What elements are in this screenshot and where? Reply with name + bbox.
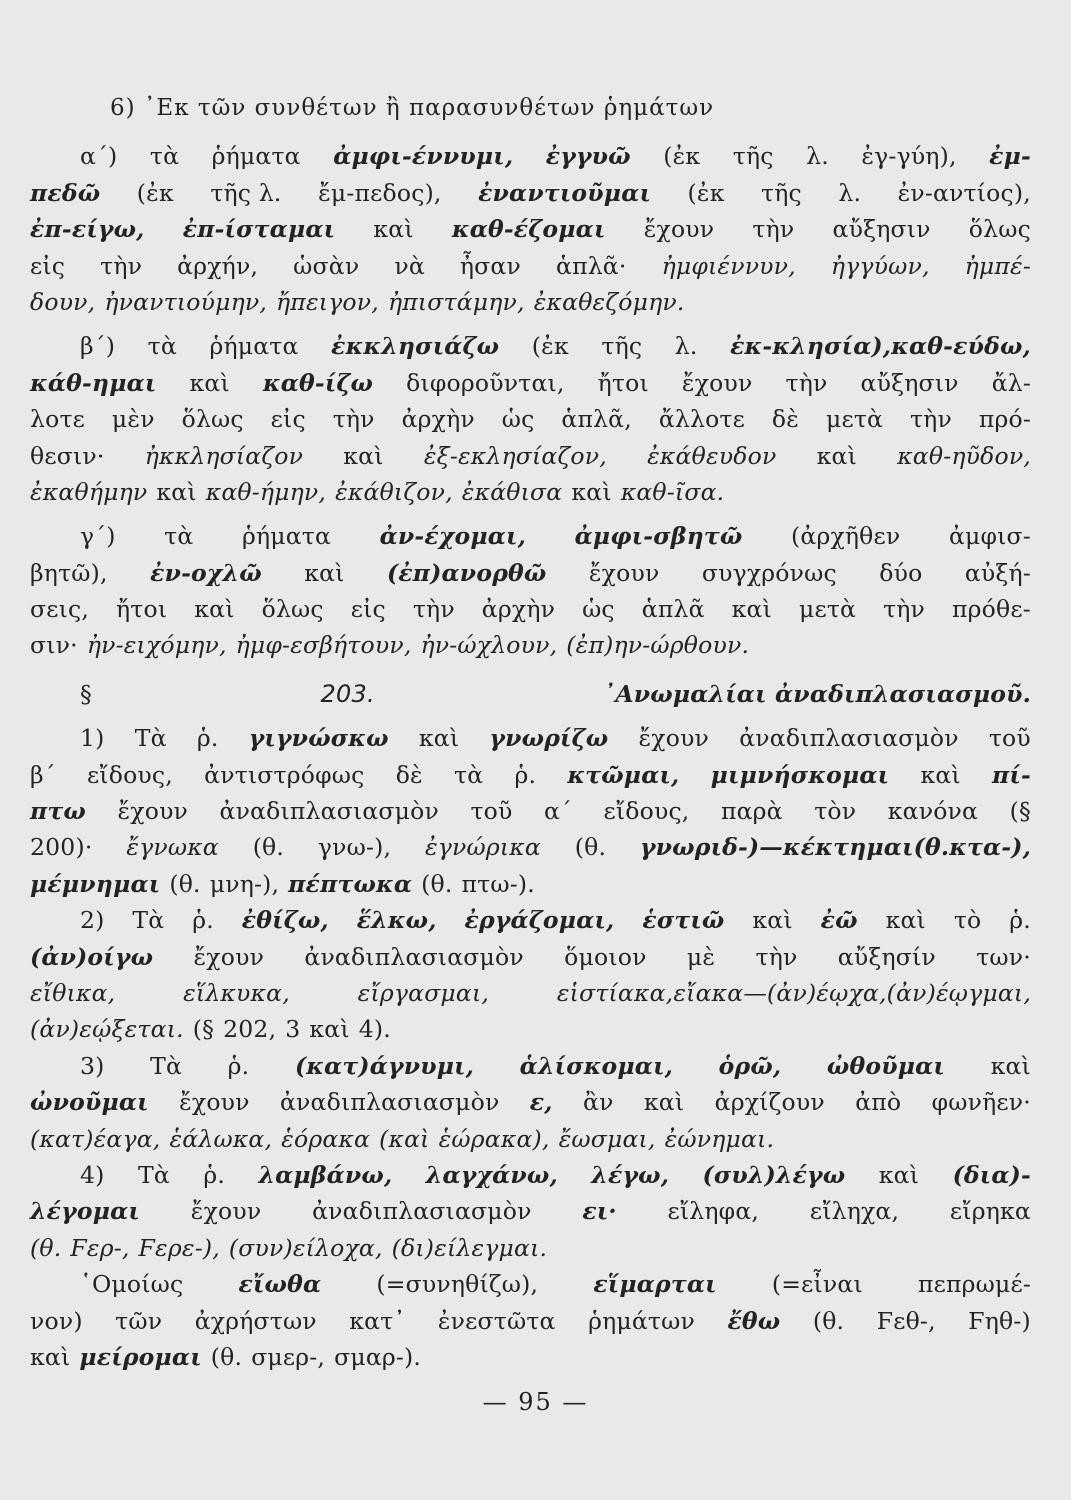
word: Ϝερ-, [70,1233,130,1262]
text-line [30,1193,1031,1229]
word: τὰ [147,332,177,361]
word: 4) [80,1160,105,1189]
word: δὲ [771,405,800,434]
word: ῥ. [196,724,219,753]
word: τὸ [953,906,982,935]
word: γνωρίζω [489,724,609,753]
word: λ. [838,178,862,207]
word: μιμνήσκομαι [710,760,890,789]
word: ὡσὰν [293,251,360,280]
text-line [30,793,1031,829]
word: (συλ)λέγω [702,1160,846,1189]
word: τὴν [883,595,926,624]
word: 3 [285,1015,301,1044]
word: ἠκκλησίαζον [144,441,304,470]
text-line [30,902,1031,938]
word: Ϝηθ-) [968,1306,1031,1335]
word: καὶ [878,1160,920,1189]
word: εἴρηκα [949,1197,1031,1226]
word: ἐκάθιζον, [335,477,453,506]
word: ἀχρήστων [194,1306,317,1335]
word: τὰ [454,760,484,789]
text-line [30,138,1031,174]
word: βητῶ), [30,558,108,587]
word: αὔξησιν [860,368,959,397]
word: (ἐπ)ανορθῶ [387,558,547,587]
word: ἁλίσκομαι, [519,1051,674,1080]
word: μετὰ [825,405,884,434]
word: ῥήματα [211,142,301,171]
word: ἁπλᾶ· [556,251,627,280]
word: εἴδους, [603,797,690,826]
word: ῥ. [192,906,214,935]
word: ἀν-έχομαι, [379,522,527,551]
word: μείρομαι [79,1342,202,1371]
word: καὶ [30,1342,71,1371]
word: τῆς [761,178,802,207]
word: 200)· [30,833,93,862]
word: τὴν [100,251,143,280]
word: (δια)- [952,1160,1031,1189]
text-line [30,829,1031,865]
word: (θ. [421,869,453,898]
section-title: ᾽Ανωμαλίαι ἀναδιπλασιασμοῦ. [603,679,1031,708]
word: α΄ [543,797,572,826]
word: Τὰ [132,906,165,935]
word: ὠθοῦμαι [826,1051,945,1080]
word: ἐῶ [820,906,858,935]
word: ἐθίζω, [241,906,329,935]
word: ἐργάζομαι, [464,906,615,935]
word: (καὶ [379,1124,430,1153]
word: ῥ. [203,1160,226,1189]
text-line [30,591,1031,627]
word: πτω [30,797,86,826]
word: γιγνώσκω [248,724,389,753]
word: εἵλκυκα, [183,978,290,1007]
word: εἴωθα [238,1270,322,1299]
word: τὴν [332,405,375,434]
word: ἐώνημαι. [664,1124,775,1153]
word: καθ-ῖσα. [620,477,725,506]
word: ἐνεστῶτα [437,1306,556,1335]
word: ἑώρακα), [438,1124,550,1153]
text-line [30,518,1031,554]
word: νὰ [394,251,425,280]
word: καὶ [418,724,460,753]
word: ἤτοι [116,595,168,624]
word: ἁπλᾶ, [561,405,632,434]
word: 202, [223,1015,277,1044]
word: λαμβάνω, [258,1160,393,1189]
word: (ἐπ)ην-ώρθουν. [566,631,750,660]
text-line [30,474,1031,510]
word: ἀμφι-έννυμι, [333,142,514,171]
word: ἑόρακα [281,1124,371,1153]
text-line [30,365,1031,401]
word: ἐκ-κλησία),καθ-εύδω, [730,332,1031,361]
word: πεπρωμέ- [917,1270,1031,1299]
word: καὶ [156,477,197,506]
word: ἠπιστάμην, [387,287,525,316]
word: τὴν [755,942,798,971]
word: μέμνημαι [30,869,161,898]
word: ἦσαν [459,251,521,280]
word: ὅλως [261,595,324,624]
word: ἑάλωκα, [169,1124,273,1153]
word: κτῶμαι, [567,760,680,789]
word: ὅλως [181,405,244,434]
word: παρὰ [720,797,783,826]
text-line [30,720,1031,756]
word: ἔχουν [193,942,265,971]
word: κατ᾽ [349,1306,406,1335]
word: λαγχάνω, [425,1160,558,1189]
word: ἀναδιπλασιασμὸν [279,1088,500,1117]
word: ἐκαθεζόμην. [533,287,685,316]
word: (ἐκ [663,142,701,171]
text-line [30,975,1031,1011]
text-line [30,1157,1031,1193]
word: καὶ [643,1088,685,1117]
word: (κατ)άγνυμι, [294,1051,475,1080]
word: ἤτοι [597,368,649,397]
word: ἐν-αντίος), [897,178,1031,207]
word: ἠμπέ- [964,251,1031,280]
word: ἀρχήν, [177,251,259,280]
word: (θ. [169,869,201,898]
word: (ἐκ [136,178,174,207]
word: τὸν [814,797,857,826]
word: κανόνα [887,797,979,826]
word: ε, [529,1088,553,1117]
word: ἑστιῶ [642,906,725,935]
text-line [30,328,1031,364]
word: ἔωσμαι, [558,1124,656,1153]
word: καὶ [885,906,926,935]
section-heading [30,676,1031,712]
word: ἠν-ώχλουν, [420,631,558,660]
word: συγχρόνως [701,558,837,587]
word: πρόθε- [952,595,1031,624]
word: καὶ [194,595,235,624]
subsection-heading: 6) ᾽Εκ τῶν συνθέτων ἢ παρασυνθέτων ῥημάτων [110,95,715,121]
word: (§ [1009,797,1031,826]
word: γ΄) [80,522,116,551]
word: πέπτωκα [288,869,413,898]
text-line [30,1230,1031,1266]
word: εἰς [350,595,386,624]
word: λ. [806,142,829,171]
word: σμαρ-). [334,1342,422,1371]
word: (ἀν)εῴξεται. [30,1015,184,1044]
word: ὡς [501,405,535,434]
word: καὶ [752,906,793,935]
word: ἀμφι-σβητῶ [574,522,743,551]
text-line [30,757,1031,793]
word: (θ. [210,1342,243,1371]
word: ἐγγυῶ [545,142,631,171]
word: (θ. [574,833,607,862]
word: μὲν [111,405,155,434]
section-symbol: § [80,679,92,708]
word: τὰ [164,522,194,551]
word: φωνῆεν· [931,1088,1031,1117]
word: ει· [582,1197,617,1226]
word: (δι)είλεγμαι. [391,1233,548,1262]
word: ἀμφισ- [948,522,1031,551]
section-number: 203. [320,679,375,708]
word: δὲ [395,760,423,789]
word: αὔξησίν [837,942,936,971]
word: ἐμ- [989,142,1031,171]
word: α΄) [80,142,118,171]
word: αὐξή- [964,558,1031,587]
word: αὔξησιν [832,215,931,244]
word: ἀναδιπλασιασμὸν [219,797,439,826]
word: καὶ [571,477,612,506]
text-line [30,1339,1031,1375]
word: λέγομαι [30,1197,141,1226]
word: ἔχουν [117,797,189,826]
word: 1) [80,724,105,753]
word: εἴδους, [86,760,173,789]
word: πρό- [978,405,1031,434]
text-line [30,438,1031,474]
word: β΄ [30,760,56,789]
word: (θ. [30,1233,62,1262]
word: καὶ [816,441,857,470]
word: λ. [674,332,698,361]
word: ἔχουν [643,215,715,244]
text-line [30,939,1031,975]
text-line [30,1048,1031,1084]
word: ἄλλοτε [658,405,746,434]
word: ἐγνώρικα [424,833,541,862]
word: τὴν [752,215,795,244]
word: ἔχουν [638,724,710,753]
word: ἠμφιέννυν, [661,251,796,280]
word: καὶ [304,558,345,587]
word: λέγω, [591,1160,670,1189]
word: καὶ [731,595,772,624]
word: ἐκκλησιάζω [331,332,500,361]
word: ἐγ-γύη), [861,142,957,171]
word: ὠνοῦμαι [30,1088,149,1117]
word: (ἐκ [687,178,725,207]
word: ὅλως [968,215,1031,244]
word: γνω-), [317,833,392,862]
text-line [30,1266,1031,1302]
word: δουν, [30,287,96,316]
page-number: — 95 — [482,1388,589,1416]
word: καθ-ίζω [262,368,374,397]
word: ἀπὸ [855,1088,902,1117]
word: μνη-), [209,869,280,898]
word: εἰς [30,251,66,280]
word: τῶν [115,1306,163,1335]
word: σμερ-, [251,1342,326,1371]
word: ἠμφ-εσβήτουν, [235,631,412,660]
word: ἐξ-εκλησίαζον, [423,441,607,470]
text-line [30,1084,1031,1120]
word: ἂν [583,1088,614,1117]
word: σεις, [30,595,90,624]
word: ἐκάθευδον [647,441,777,470]
word: ῥήματα [209,332,299,361]
word: ὅμοιον [564,942,647,971]
word: (ἐκ [531,332,569,361]
word: ῥ. [514,760,537,789]
word: τοῦ [988,724,1031,753]
text-block-a [30,138,1031,663]
word: ἤπειγον, [276,287,379,316]
word: καὶ [920,760,961,789]
text-line [30,248,1031,284]
word: τὴν [412,595,455,624]
word: Ϝεθ-, [876,1306,936,1335]
word: ὁρῶ, [718,1051,782,1080]
word: ἠγγύων, [830,251,930,280]
word: καὶ [373,215,414,244]
word: καὶ [343,441,384,470]
word: δύο [879,558,923,587]
word: (=εἶναι [771,1270,863,1299]
word: καθ-ήμην, [205,477,327,506]
word: ῥημάτων [588,1306,695,1335]
text-line [30,211,1031,247]
word: καὶ [309,1015,350,1044]
word: ῥήματα [241,522,332,551]
text-line [30,1303,1031,1339]
word: ἠν-ειχόμην, [86,631,227,660]
word: 4). [358,1015,391,1044]
word: 2) [80,906,105,935]
word: ἔχουν [190,1197,262,1226]
word: εἵμαρται [593,1270,717,1299]
word: ἐν-οχλῶ [150,558,262,587]
text-line [30,401,1031,437]
word: διφοροῦνται, [406,368,565,397]
text-line [30,1121,1031,1157]
word: κάθ-ημαι [30,368,157,397]
word: σιν· [30,631,78,660]
word: τὰ [149,142,180,171]
word: ἐπ-ίσταμαι [182,215,336,244]
word: νον) [30,1306,83,1335]
word: ἐκαθήμην [30,477,148,506]
word: τοῦ [470,797,513,826]
word: ἀρχίζουν [714,1088,825,1117]
word: Τὰ [134,724,167,753]
word: πί- [992,760,1031,789]
word: ἐναντιοῦμαι [478,178,652,207]
word: μὲ [686,942,716,971]
text-block-b [30,720,1031,1375]
word: εἴθικα, [30,978,116,1007]
word: 3) [80,1051,105,1080]
word: τῆς [601,332,643,361]
word: ἐπ-είγω, [30,215,145,244]
word: τὴν [909,405,952,434]
word: β΄) [80,332,116,361]
word: ἀντιστρόφως [204,760,365,789]
word: ἄλ- [991,368,1031,397]
word: ἔγνωκα [126,833,219,862]
word: ἀρχὴν [481,595,556,624]
word: ῥ. [1009,906,1031,935]
word: (ἀν)οίγω [30,942,154,971]
word: τὴν [785,368,828,397]
word: ἔχουν [588,558,660,587]
word: (=συνηθίζω), [376,1270,539,1299]
word: ἔμ-πεδος), [318,178,442,207]
word: ῾Ομοίως [80,1270,184,1299]
word: ὡς [582,595,615,624]
word: (θ. [252,833,285,862]
word: (συν)είλοχα, [228,1233,383,1262]
word: ἁπλᾶ [641,595,705,624]
word: ἠναντιούμην, [104,287,268,316]
word: ἔχουν [179,1088,250,1117]
word: θεσιν· [30,441,105,470]
word: ῥ. [227,1051,250,1080]
word: ἀναδιπλασιασμὸν [304,942,524,971]
word: πεδῶ [30,178,101,207]
word: εἴληφα, [667,1197,760,1226]
word: εἴληχα, [809,1197,900,1226]
word: τῆς [732,142,774,171]
word: καὶ [189,368,230,397]
text-line [30,1011,1031,1047]
word: ἔχουν [681,368,753,397]
word: (θ. [812,1306,845,1335]
word: ἀναδιπλασιασμὸν [739,724,959,753]
word: εἱστίακα,εἴακα—(ἀν)έῳχα,(ἀν)έῳγμαι, [556,978,1031,1007]
word: των· [976,942,1031,971]
word: (§ [192,1015,215,1044]
text-line [30,555,1031,591]
word: μετὰ [798,595,857,624]
word: ἕλκω, [356,906,437,935]
word: ἐκάθισα [461,477,563,506]
word: πτω-). [461,869,535,898]
word: λοτε [30,405,86,434]
word: Τὰ [137,1160,170,1189]
word: Τὰ [150,1051,183,1080]
text-line [30,175,1031,211]
word: εἴργασμαι, [357,978,490,1007]
word: ἀναδιπλασιασμὸν [312,1197,532,1226]
word: τῆς λ. [210,178,282,207]
word: (ἀρχῆθεν [791,522,901,551]
word: καθ-έζομαι [451,215,606,244]
word: εἰς [270,405,306,434]
text-line [30,627,1031,663]
word: καὶ [990,1051,1031,1080]
word: Ϝερε-), [138,1233,220,1262]
word: ἀρχὴν [401,405,475,434]
text-line [30,284,1031,320]
word: καθ-ηῦδον, [897,441,1031,470]
text-line [30,866,1031,902]
word: ἔθω [727,1306,781,1335]
word: (κατ)έαγα, [30,1124,161,1153]
word: γνωριδ-)—κέκτημαι(θ.κτα-), [639,833,1031,862]
